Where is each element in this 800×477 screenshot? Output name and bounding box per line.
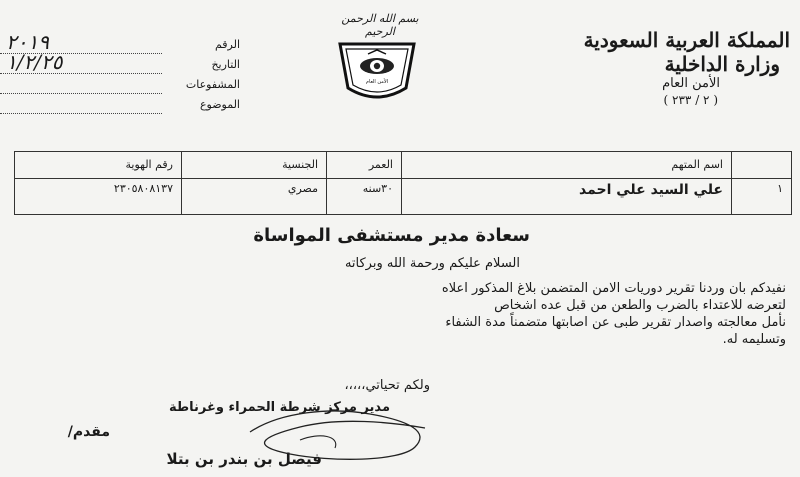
date-value: ١/٢/٢٥ bbox=[6, 50, 63, 74]
header-nationality: الجنسية bbox=[181, 152, 326, 178]
subject-label: الموضوع bbox=[199, 98, 240, 111]
letter-meta bbox=[0, 30, 240, 118]
ministry-name: وزارة الداخلية bbox=[664, 52, 780, 76]
reference-code: ( ٢ / ٢٣٣ ) bbox=[663, 93, 718, 107]
header-no bbox=[731, 152, 791, 178]
department-name: الأمن العام bbox=[662, 76, 720, 91]
meta-attachments bbox=[0, 78, 240, 98]
handwritten-signature bbox=[240, 392, 440, 472]
date-label: التاريخ bbox=[211, 58, 240, 71]
table-header bbox=[15, 152, 791, 179]
meta-subject bbox=[0, 98, 240, 118]
addressee: سعادة مدير مستشفى المواساة bbox=[253, 225, 530, 246]
row-no: ١ bbox=[731, 178, 791, 214]
letterhead bbox=[560, 28, 790, 108]
letter-body bbox=[6, 280, 786, 348]
body-line: نأمل معالجته واصدار تقرير طبى عن اصابتها متضمناً مدة الشفاء bbox=[445, 315, 786, 330]
number-label: الرقم bbox=[214, 38, 240, 51]
sender-title: مدير مركز شرطة الحمراء وغرناطة bbox=[169, 400, 390, 415]
table-row bbox=[15, 178, 791, 214]
body-line: وتسليمه له. bbox=[722, 332, 786, 347]
header-name: اسم المتهم bbox=[401, 152, 731, 178]
basmala: بسم الله الرحمن الرحيم bbox=[341, 12, 419, 38]
meta-date bbox=[0, 50, 240, 78]
row-nationality: مصري bbox=[181, 178, 326, 214]
greeting: السلام عليكم ورحمة الله وبركاته bbox=[344, 256, 520, 271]
body-line: لتعرضه للاعتداء بالضرب والطعن من قبل عده اشخاص bbox=[494, 298, 786, 313]
closing: ولكم تحياتي،،،،، bbox=[344, 378, 430, 393]
row-id-number: ٢٣٠٥٨٠٨١٣٧ bbox=[113, 182, 173, 195]
attachments-label: المشفوعات bbox=[185, 78, 240, 91]
body-line: نفيدكم بان وردنا تقرير دوريات الامن المتضمن بلاغ المذكور اعلاه bbox=[441, 281, 786, 296]
sender-name: فيصل بن بندر بن بتلا bbox=[166, 450, 322, 468]
suspect-table bbox=[14, 151, 792, 215]
header-age: العمر bbox=[326, 152, 401, 178]
sender-rank: مقدم/ bbox=[67, 424, 110, 440]
emblem-caption: الأمن العام bbox=[365, 79, 389, 85]
subject-line bbox=[0, 113, 162, 114]
row-age: ٣٠سنه bbox=[326, 178, 401, 214]
kingdom-name: المملكة العربية السعودية bbox=[583, 28, 790, 52]
header-id-number: رقم الهوية bbox=[125, 158, 173, 171]
attachments-line bbox=[0, 93, 162, 94]
row-name: علي السيد علي احمد bbox=[401, 178, 731, 214]
number-value: ٢٠١٩ bbox=[6, 30, 49, 54]
public-security-emblem-icon bbox=[334, 38, 420, 102]
